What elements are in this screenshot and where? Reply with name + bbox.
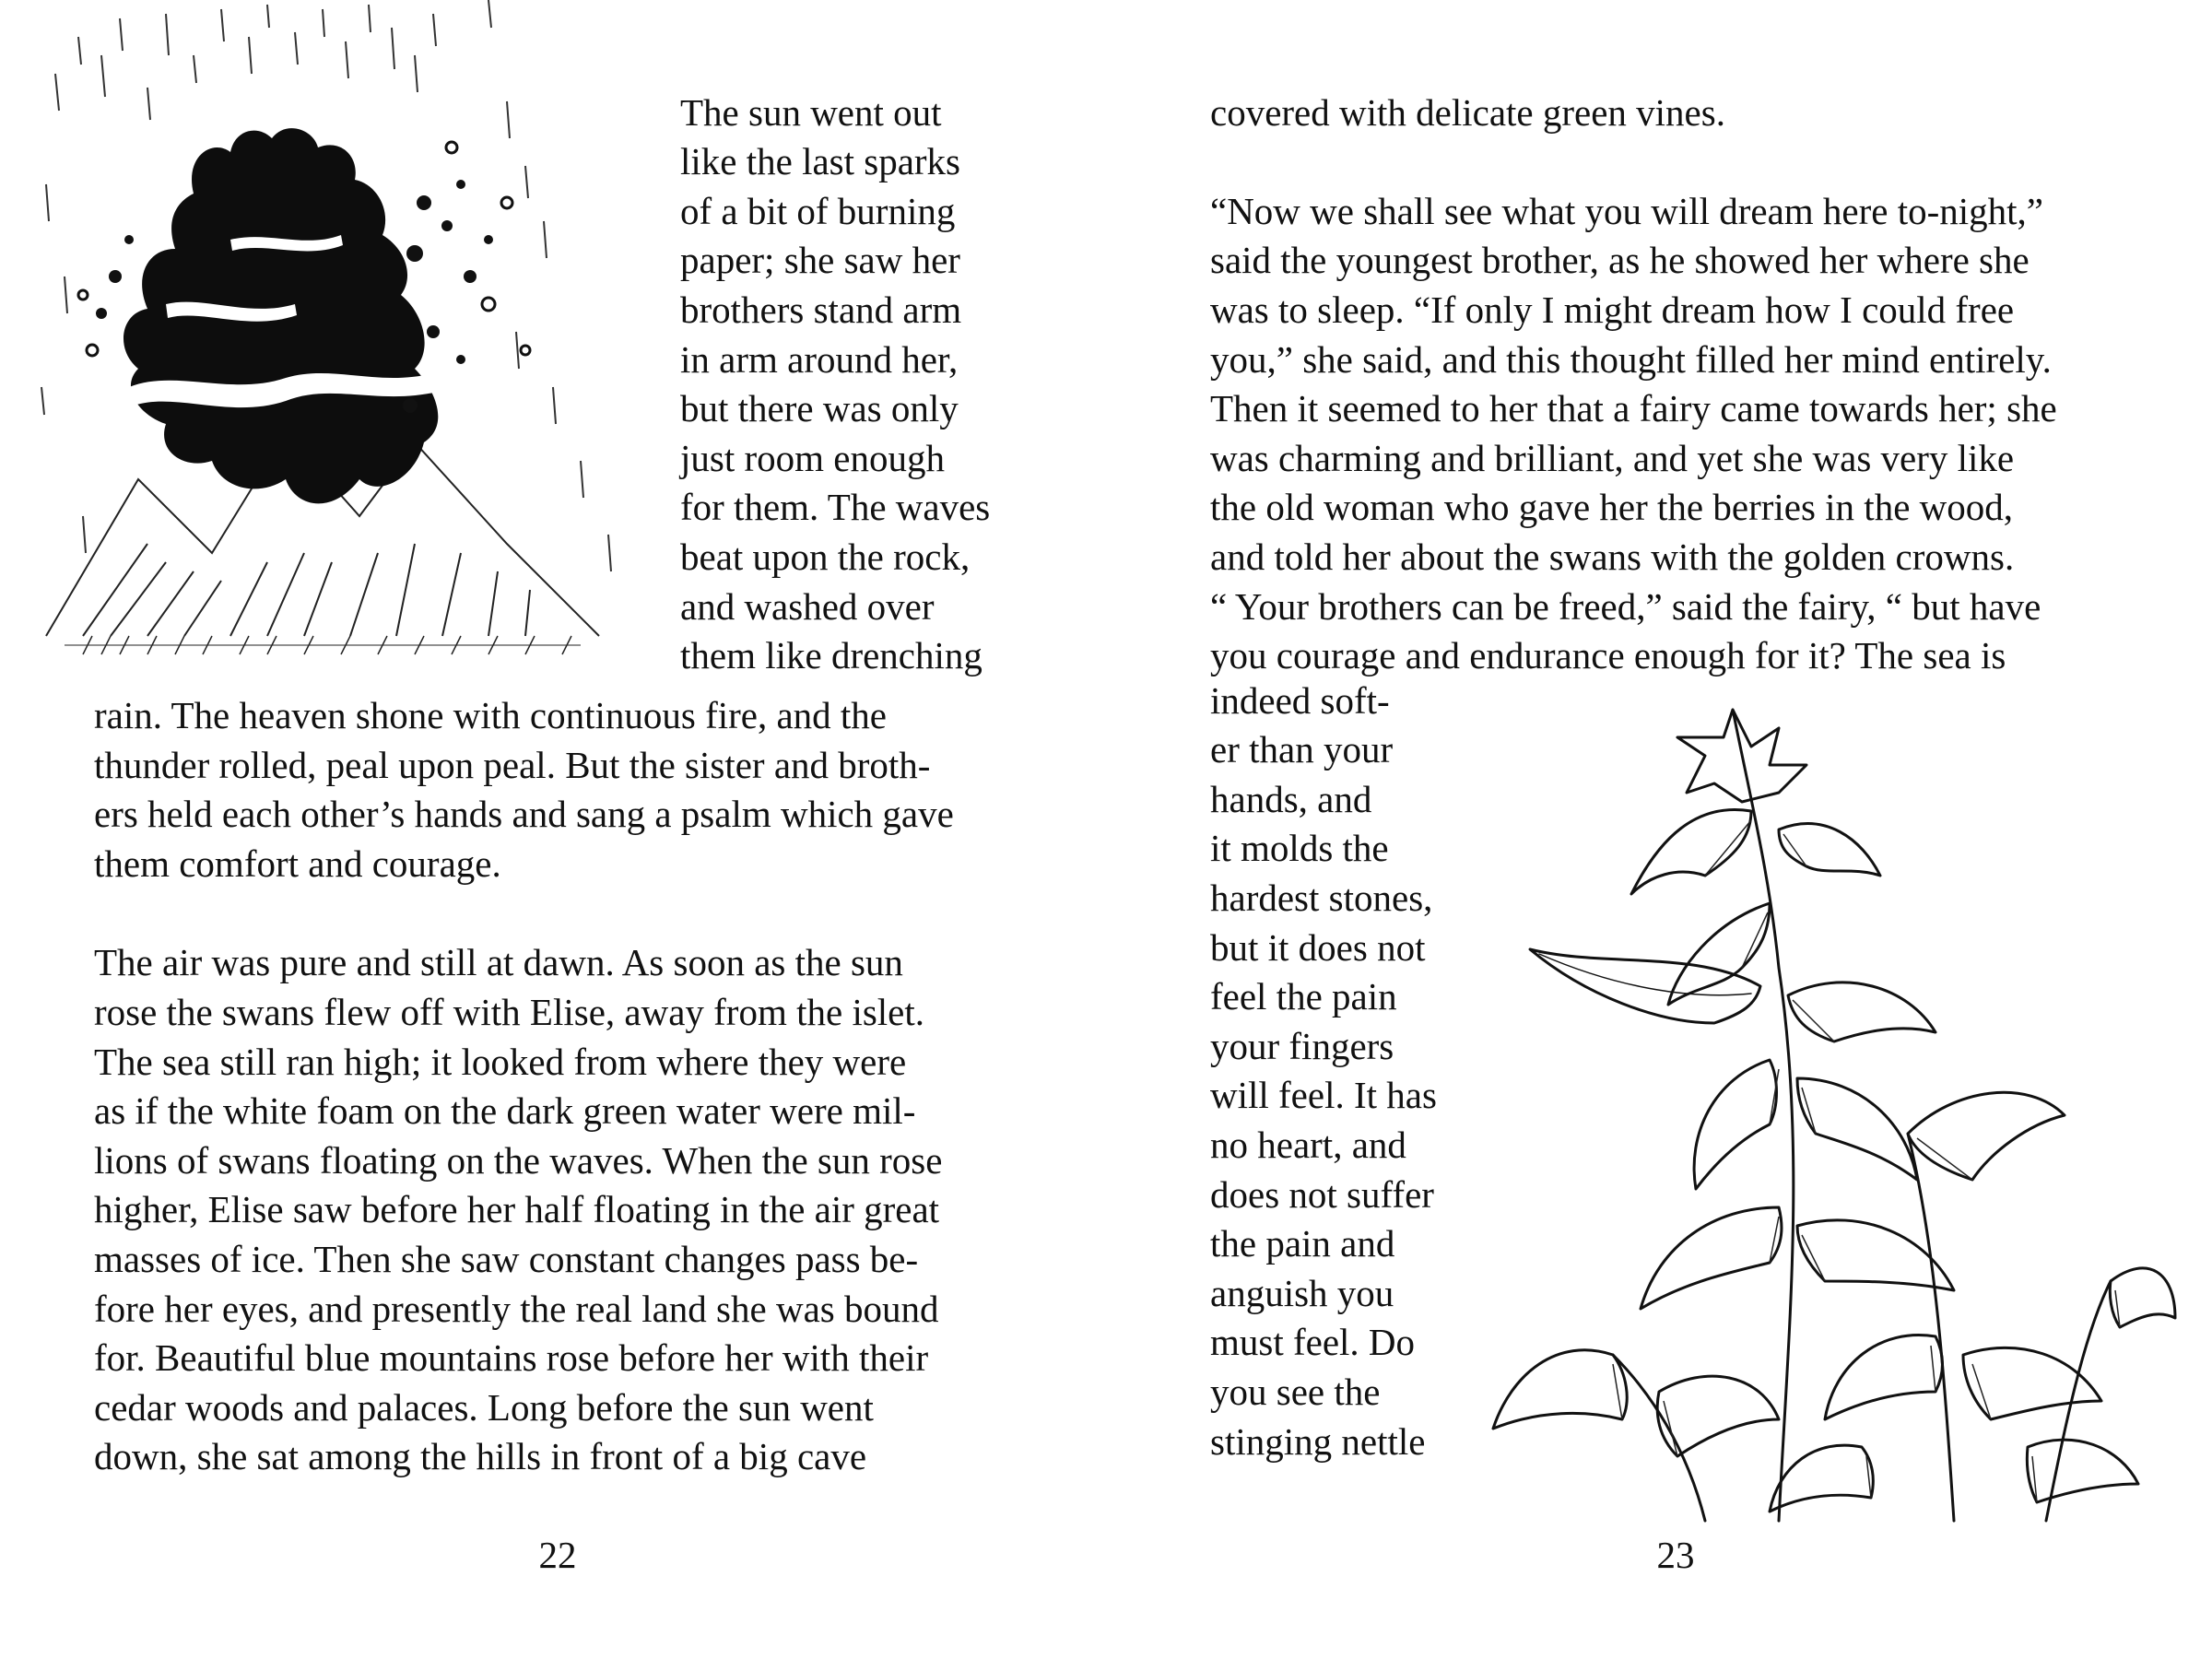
nettle-leaf [1668, 903, 1770, 1005]
nettle-leaf [1493, 1350, 1627, 1429]
text-line: for them. The waves [680, 486, 991, 528]
text-line: brothers stand arm [680, 288, 962, 331]
text-line: the pain and [1210, 1222, 1395, 1265]
nettle-leaf [1963, 1347, 2101, 1419]
text-line: you see the [1210, 1371, 1381, 1413]
text-line: paper; she saw her [680, 239, 960, 281]
text-line: was to sleep. “If only I might dream how I could free [1210, 288, 2015, 331]
nettle-illustration [1475, 691, 2184, 1539]
text-line: Then it seemed to her that a fairy came towards her; she [1210, 387, 2057, 429]
nettle-stem [1908, 1134, 1954, 1521]
wave-rock-illustration [28, 0, 691, 673]
text-line: anguish you [1210, 1272, 1394, 1314]
text-line: in arm around her, [680, 338, 959, 381]
text-line: just room enough [680, 437, 945, 479]
text-line: rose the swans flew off with Elise, away from the islet. [94, 991, 925, 1033]
text-line: The sun went out [680, 91, 942, 134]
text-line: fore her eyes, and presently the real land she was bound [94, 1288, 939, 1330]
page-number: 23 [1656, 1534, 1695, 1576]
text-line: covered with delicate green vines. [1210, 91, 1725, 134]
text-line: higher, Elise saw before her half floating in the air great [94, 1188, 940, 1230]
nettle-leaf [1694, 1060, 1776, 1189]
text-line: must feel. Do [1210, 1321, 1416, 1363]
text-line: The sea still ran high; it looked from where they were [94, 1041, 907, 1083]
text-line: you courage and endurance enough for it? The sea is [1210, 634, 2006, 677]
text-line: but there was only [680, 387, 959, 429]
text-line: them like drenching [680, 634, 982, 677]
text-line: thunder rolled, peal upon peal. But the sister and broth- [94, 744, 931, 786]
text-line: feel the pain [1210, 975, 1397, 1018]
text-line: “Now we shall see what you will dream here to-night,” [1210, 190, 2044, 232]
text-line: does not suffer [1210, 1173, 1434, 1216]
text-line: “ Your brothers can be freed,” said the fairy, “ but have [1210, 585, 2041, 628]
text-line: was charming and brilliant, and yet she was very like [1210, 437, 2015, 479]
text-line: rain. The heaven shone with continuous fire, and the [94, 694, 887, 736]
text-line: the old woman who gave her the berries in the wood, [1210, 486, 2014, 528]
nettle-leaf [2110, 1268, 2175, 1327]
text-line: beat upon the rock, [680, 535, 971, 578]
nettle-leaf [1631, 809, 1751, 894]
nettle-leaf [1908, 1092, 2065, 1180]
nettle-leaf [1788, 982, 1936, 1041]
text-line: your fingers [1210, 1025, 1394, 1067]
text-line: but it does not [1210, 926, 1426, 969]
text-line: cedar woods and palaces. Long before the sun went [94, 1386, 874, 1429]
text-line: of a bit of burning [680, 190, 956, 232]
text-line: as if the white foam on the dark green water were mil- [94, 1089, 916, 1132]
text-line: stinging nettle [1210, 1420, 1426, 1463]
nettle-leaf [1530, 949, 1760, 1023]
text-line: indeed soft- [1210, 679, 1390, 722]
text-line: hands, and [1210, 778, 1372, 820]
text-line: them comfort and courage. [94, 842, 501, 885]
text-line: The air was pure and still at dawn. As soon as the sun [94, 941, 903, 983]
text-line: said the youngest brother, as he showed her where she [1210, 239, 2030, 281]
nettle-leaf [1641, 1207, 1782, 1309]
text-line: and washed over [680, 585, 935, 628]
text-line: down, she sat among the hills in front of a big cave [94, 1435, 867, 1477]
text-line: for. Beautiful blue mountains rose before her with their [94, 1336, 929, 1379]
text-line: will feel. It has [1210, 1074, 1437, 1116]
text-line: you,” she said, and this thought filled her mind entirely. [1210, 338, 2052, 381]
text-line: masses of ice. Then she saw constant changes pass be- [94, 1238, 919, 1280]
nettle-leaf [1770, 1445, 1873, 1512]
text-line: no heart, and [1210, 1124, 1406, 1166]
text-line: lions of swans floating on the waves. When the sun rose [94, 1139, 943, 1182]
nettle-leaf [1797, 1078, 1917, 1180]
text-line: er than your [1210, 728, 1394, 771]
text-line: like the last sparks [680, 140, 961, 182]
text-line: it molds the [1210, 827, 1389, 869]
page-number: 22 [538, 1534, 577, 1576]
nettle-leaf [1825, 1335, 1943, 1419]
text-line: ers held each other’s hands and sang a psalm which gave [94, 793, 954, 835]
text-line: hardest stones, [1210, 877, 1433, 919]
text-line: and told her about the swans with the golden crowns. [1210, 535, 2015, 578]
nettle-leaf [2027, 1440, 2138, 1502]
